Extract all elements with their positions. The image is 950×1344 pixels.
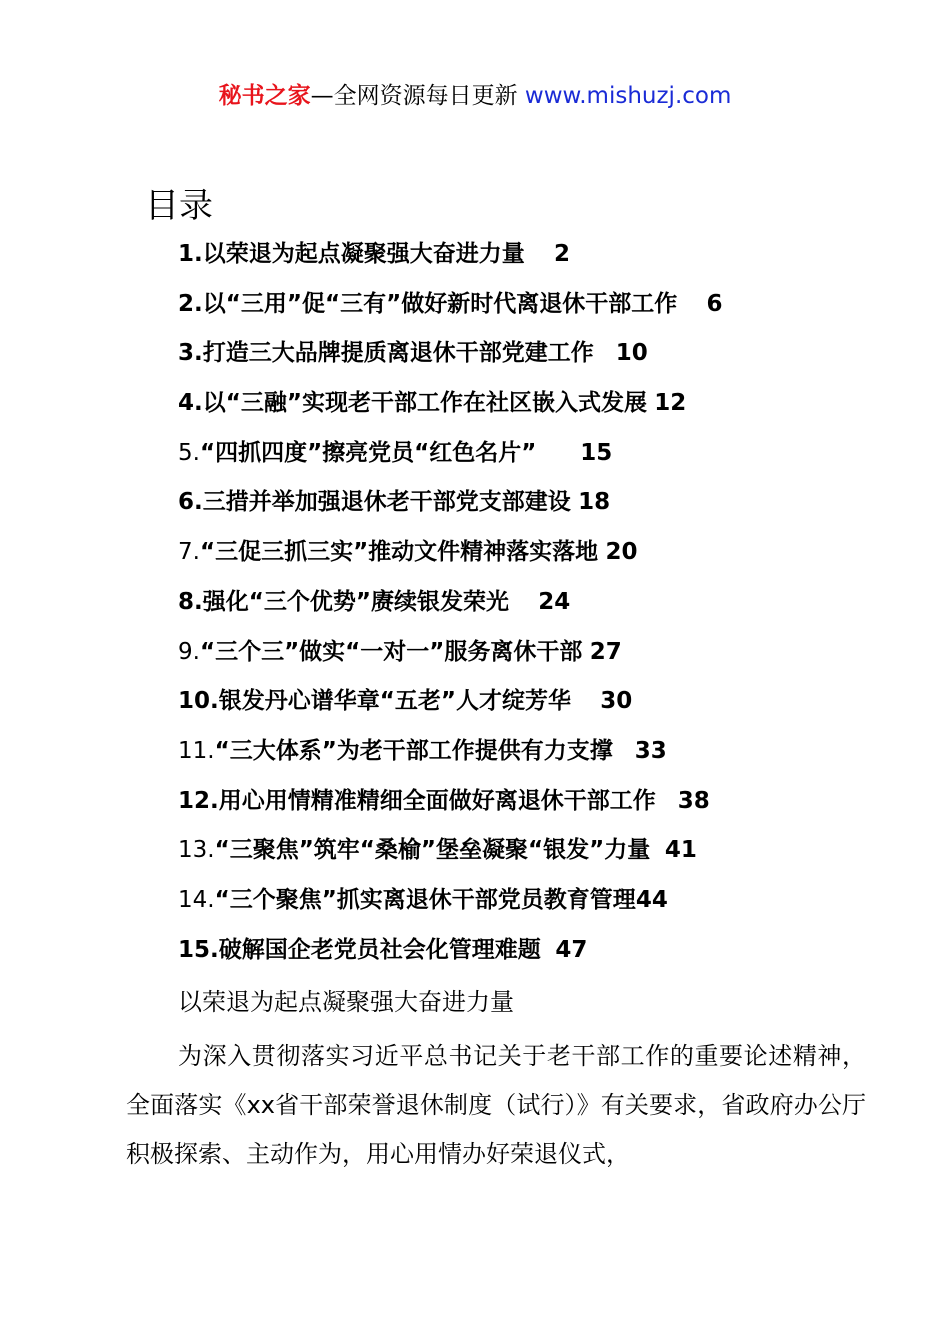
toc-item-title: 银发丹心谱华章“五老”人才绽芳华 (218, 688, 571, 715)
toc-item-gap (571, 688, 600, 714)
toc-item-gap (525, 241, 554, 267)
toc-item-page: 20 (605, 539, 638, 566)
toc-item-page: 15 (580, 439, 613, 466)
toc-item-title: 破解国企老党员社会化管理难题 (218, 936, 541, 963)
toc-item-number: 8. (178, 588, 203, 615)
toc-item-number: 15. (178, 936, 219, 963)
toc-item-page: 41 (664, 837, 697, 864)
toc-item-number: 12. (178, 787, 219, 814)
toc-item-page: 47 (555, 936, 588, 963)
toc-item-number: 9. (178, 638, 200, 665)
toc-item-number: 5. (178, 439, 200, 466)
toc-item-number: 13. (178, 837, 215, 864)
toc-item-title: “三聚焦”筑牢“桑榆”堡垒凝聚“银发”力量 (214, 837, 651, 864)
toc-item[interactable] (178, 880, 898, 930)
toc-item-page: 33 (634, 737, 667, 764)
toc-item-title: “三个三”做实“一对一”服务离休干部 (199, 638, 583, 665)
toc-item-page: 24 (538, 588, 571, 615)
toc-item-number: 11. (178, 737, 215, 764)
toc-item-page: 44 (635, 886, 668, 913)
toc-item-number: 4. (178, 390, 203, 417)
toc-item-title: 强化“三个优势”赓续银发荣光 (202, 588, 509, 615)
toc-title: 目录 (145, 186, 213, 226)
toc-item-page: 12 (654, 390, 687, 417)
toc-item-title: 打造三大品牌提质离退休干部党建工作 (202, 340, 594, 367)
toc-item-title: 以荣退为起点凝聚强大奋进力量 (202, 241, 525, 267)
toc-item-gap (656, 788, 678, 814)
toc-item-gap (598, 539, 605, 565)
article-paragraph: 为深入贯彻落实习近平总书记关于老干部工作的重要论述精神，全面落实《xx省干部荣誉退休制度（试行）》有关要求，省政府办公厅积极探索、主动作为，用心用情办好荣退仪式， (126, 1042, 866, 1168)
toc-item-title: “三大体系”为老干部工作提供有力支撑 (214, 737, 613, 764)
toc-item-title: “三促三抓三实”推动文件精神落实落地 (199, 539, 599, 566)
toc-item-gap (650, 837, 665, 863)
toc-item-page: 10 (615, 340, 648, 367)
toc-item[interactable] (178, 234, 898, 284)
toc-item[interactable] (178, 930, 898, 980)
toc-item-title: 用心用情精准精细全面做好离退休干部工作 (218, 787, 656, 814)
toc-item-number: 10. (178, 688, 219, 715)
toc-item-number: 6. (178, 489, 203, 516)
table-of-contents (178, 234, 898, 979)
toc-item-gap (509, 589, 538, 615)
toc-item[interactable] (178, 830, 898, 880)
toc-item-page: 18 (578, 489, 611, 516)
toc-item-gap (571, 489, 578, 515)
toc-item-gap (677, 291, 706, 317)
toc-item[interactable] (178, 433, 898, 483)
toc-item[interactable] (178, 681, 898, 731)
toc-item[interactable] (178, 284, 898, 334)
brand-name: 秘书之家 (218, 83, 311, 109)
toc-item-gap (582, 639, 589, 665)
toc-item[interactable] (178, 333, 898, 383)
toc-item-gap (594, 340, 616, 366)
toc-item-page: 38 (677, 787, 710, 814)
toc-item[interactable] (178, 582, 898, 632)
toc-item-page: 30 (600, 688, 633, 715)
site-header (0, 80, 950, 112)
header-tagline: —全网资源每日更新 (310, 83, 525, 109)
toc-item-number: 1. (178, 241, 203, 267)
article-heading: 以荣退为起点凝聚强大奋进力量 (178, 988, 514, 1016)
toc-item-title: “三个聚焦”抓实离退休干部党员教育管理 (214, 886, 636, 913)
toc-item-gap (613, 738, 635, 764)
toc-item-number: 7. (178, 539, 200, 566)
toc-item-page: 27 (589, 638, 622, 665)
site-url-link[interactable]: www.mishuzj.com (524, 83, 732, 109)
toc-item-number: 2. (178, 290, 203, 317)
toc-item-number: 3. (178, 340, 203, 367)
toc-item-title: 以“三融”实现老干部工作在社区嵌入式发展 (202, 390, 647, 417)
toc-item-page: 2 (554, 241, 571, 267)
toc-item-gap (536, 440, 580, 466)
toc-item[interactable] (178, 532, 898, 582)
toc-item-title: 以“三用”促“三有”做好新时代离退休干部工作 (202, 290, 678, 317)
toc-item[interactable] (178, 383, 898, 433)
toc-item[interactable] (178, 632, 898, 682)
toc-item-number: 14. (178, 886, 215, 913)
toc-item-title: 三措并举加强退休老干部党支部建设 (202, 489, 571, 516)
toc-item-page: 6 (706, 290, 723, 317)
toc-item-title: “四抓四度”擦亮党员“红色名片” (199, 439, 537, 466)
toc-item[interactable] (178, 781, 898, 831)
toc-item-gap (541, 937, 556, 963)
toc-item[interactable] (178, 731, 898, 781)
toc-item[interactable] (178, 482, 898, 532)
